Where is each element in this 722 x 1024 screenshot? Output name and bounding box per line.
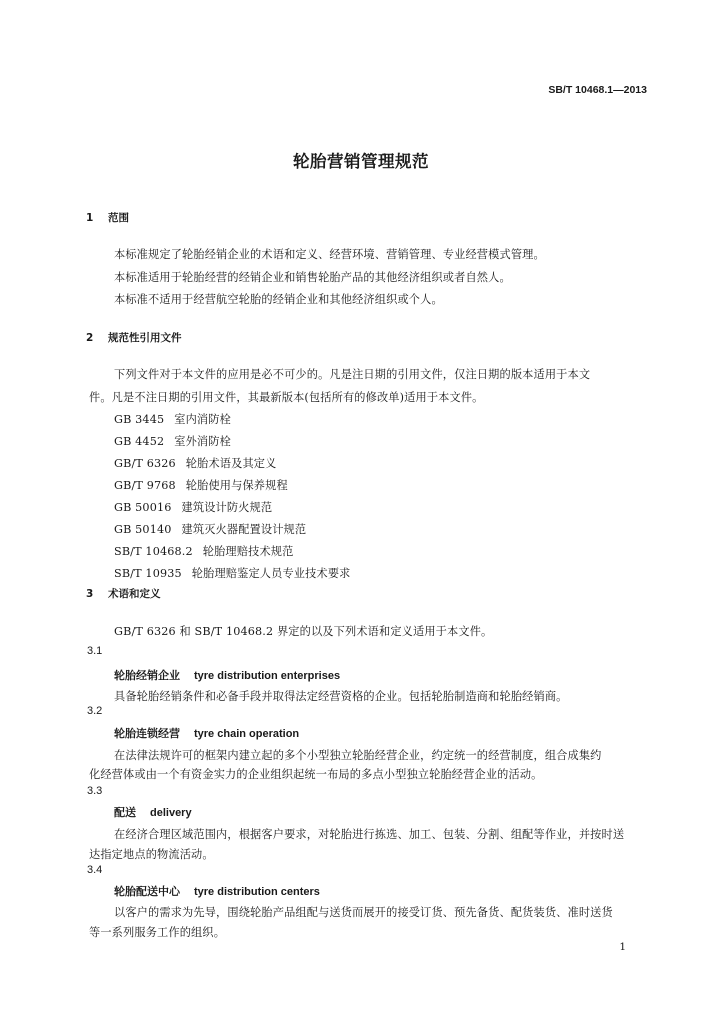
term-heading	[114, 667, 340, 683]
reference-code: GB 50016	[114, 501, 172, 514]
reference-item	[114, 433, 231, 449]
definition: 在经济合理区域范围内，根据客户要求，对轮胎进行拣选、加工、包装、分割、组配等作业，并按时送	[114, 828, 625, 841]
clause-number: 3.4	[87, 864, 103, 876]
paragraph: 本标准不适用于经营航空轮胎的经销企业和其他经济组织或个人。	[114, 293, 443, 306]
reference-item	[114, 565, 351, 581]
clause-number: 3.3	[87, 785, 103, 797]
reference-name: 建筑灭火器配置设计规范	[181, 523, 307, 536]
section-number: 2	[86, 332, 94, 344]
reference-name: 轮胎理赔鉴定人员专业技术要求	[191, 567, 351, 580]
paragraph: GB/T 6326 和 SB/T 10468.2 界定的以及下列术语和定义适用于本文件。	[114, 625, 493, 638]
definition: 达指定地点的物流活动。	[89, 848, 214, 861]
section-title: 术语和定义	[108, 588, 161, 600]
reference-code: GB 50140	[114, 523, 172, 536]
term-heading	[114, 883, 320, 899]
reference-item	[114, 477, 288, 493]
term-english: tyre distribution enterprises	[194, 670, 341, 682]
reference-code: GB 4452	[114, 435, 165, 448]
section-2-heading	[86, 330, 182, 345]
definition: 化经营体或由一个有资金实力的企业组织起统一布局的多点小型独立轮胎经营企业的活动。	[89, 768, 543, 781]
reference-code: SB/T 10935	[114, 567, 182, 580]
paragraph: 下列文件对于本文件的应用是必不可少的。凡是注日期的引用文件，仅注日期的版本适用于本文	[114, 368, 591, 381]
reference-item	[114, 499, 272, 515]
term-chinese: 轮胎配送中心	[114, 885, 180, 898]
section-title: 范围	[108, 212, 129, 224]
definition: 在法律法规许可的框架内建立起的多个小型独立轮胎经营企业，约定统一的经营制度，组合成集约	[114, 749, 602, 762]
term-english: tyre distribution centers	[194, 886, 320, 898]
standard-number: SB/T 10468.1—2013	[548, 84, 647, 96]
page-number: 1	[619, 941, 626, 953]
paragraph: 件。凡是不注日期的引用文件，其最新版本(包括所有的修改单)适用于本文件。	[89, 391, 484, 404]
reference-item	[114, 411, 231, 427]
reference-code: GB/T 6326	[114, 457, 176, 470]
reference-name: 建筑设计防火规范	[181, 501, 273, 514]
reference-name: 轮胎术语及其定义	[185, 457, 277, 470]
document-title: 轮胎营销管理规范	[293, 152, 429, 171]
reference-code: GB 3445	[114, 413, 165, 426]
paragraph: 本标准适用于轮胎经营的经销企业和销售轮胎产品的其他经济组织或者自然人。	[114, 271, 511, 284]
term-english: delivery	[150, 807, 192, 819]
reference-item	[114, 543, 293, 559]
reference-code: GB/T 9768	[114, 479, 176, 492]
term-chinese: 配送	[114, 806, 136, 819]
section-title: 规范性引用文件	[108, 332, 182, 344]
reference-code: SB/T 10468.2	[114, 545, 193, 558]
reference-name: 室外消防栓	[174, 435, 231, 448]
definition: 具备轮胎经销条件和必备手段并取得法定经营资格的企业。包括轮胎制造商和轮胎经销商。	[114, 690, 568, 703]
definition: 以客户的需求为先导，围绕轮胎产品组配与送货而展开的接受订货、预先备货、配货装货、准时送货	[114, 906, 613, 919]
reference-name: 轮胎使用与保养规程	[185, 479, 288, 492]
term-heading	[114, 725, 299, 741]
term-english: tyre chain operation	[194, 728, 300, 740]
term-chinese: 轮胎经销企业	[114, 669, 180, 682]
section-number: 1	[86, 212, 94, 224]
reference-name: 轮胎理赔技术规范	[202, 545, 294, 558]
term-chinese: 轮胎连锁经营	[114, 727, 180, 740]
term-heading	[114, 804, 192, 820]
section-3-heading	[86, 586, 161, 601]
clause-number: 3.1	[87, 645, 103, 657]
section-number: 3	[86, 588, 94, 600]
paragraph: 本标准规定了轮胎经销企业的术语和定义、经营环境、营销管理、专业经营模式管理。	[114, 248, 545, 261]
section-1-heading	[86, 210, 129, 225]
definition: 等一系列服务工作的组织。	[89, 926, 226, 939]
reference-item	[114, 521, 306, 537]
reference-item	[114, 455, 276, 471]
reference-name: 室内消防栓	[174, 413, 231, 426]
clause-number: 3.2	[87, 705, 103, 717]
